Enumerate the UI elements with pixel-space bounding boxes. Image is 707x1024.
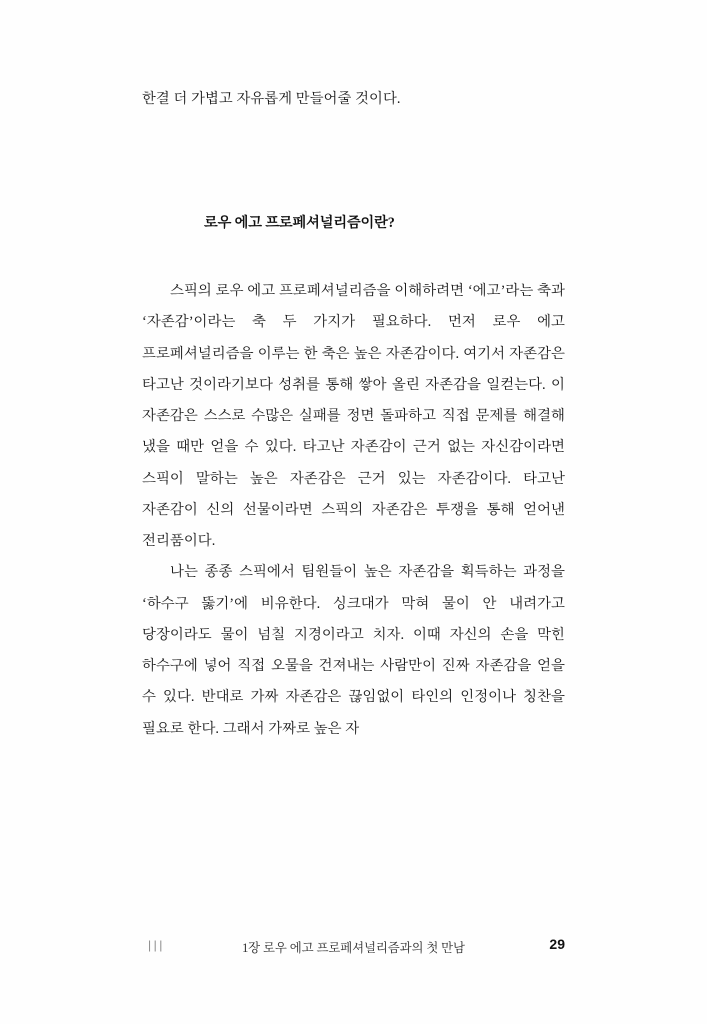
page-footer [0,938,707,958]
lead-paragraph: 한결 더 가볍고 자유롭게 만들어줄 것이다. [142,91,401,107]
page-number: 29 [549,936,565,952]
body-paragraph: 나는 종종 스픽에서 팀원들이 높은 자존감을 획득하는 과정을 ‘하수구 뚫기’에 비유한다. 싱크대가 막혀 물이 안 내려가고 당장이라도 물이 넘칠 지경이라고 치자. 이때 자신의 손을 막힌 하수구에 넣어 직접 오물을 건져내는 사람만이 진짜 자존감을 얻을 수 있다. 반대로 가짜 자존감은 끊임없이 타인의 인정이나 칭찬을 필요로 한다. 그래서 가짜로 높은 자 [142,564,565,737]
running-title: 1장 로우 에고 프로페셔널리즘과의 첫 만남 [242,941,465,955]
section-heading: 로우 에고 프로페셔널리즘이란? [204,215,395,231]
body-text-block [142,276,565,745]
page-top-text-block [142,86,565,113]
footer-margin-mark: ||| [148,938,165,952]
body-paragraph: 스픽의 로우 에고 프로페셔널리즘을 이해하려면 ‘에고’라는 축과 ‘자존감’이라는 축 두 가지가 필요하다. 먼저 로우 에고 프로페셔널리즘을 이루는 한 축은 높은 자존감이다. 여기서 자존감은 타고난 것이라기보다 성취를 통해 쌓아 올린 자존감을 일컫는다. 이 자존감은 스스로 수많은 실패를 정면 돌파하고 직접 문제를 해결해 냈을 때만 얻을 수 있다. 타고난 자존감이 근거 없는 자신감이라면 스픽이 말하는 높은 자존감은 근거 있는 자존감이다. 타고난 자존감이 신의 선물이라면 스픽의 자존감은 투쟁을 통해 얻어낸 전리품이다. [142,283,565,549]
